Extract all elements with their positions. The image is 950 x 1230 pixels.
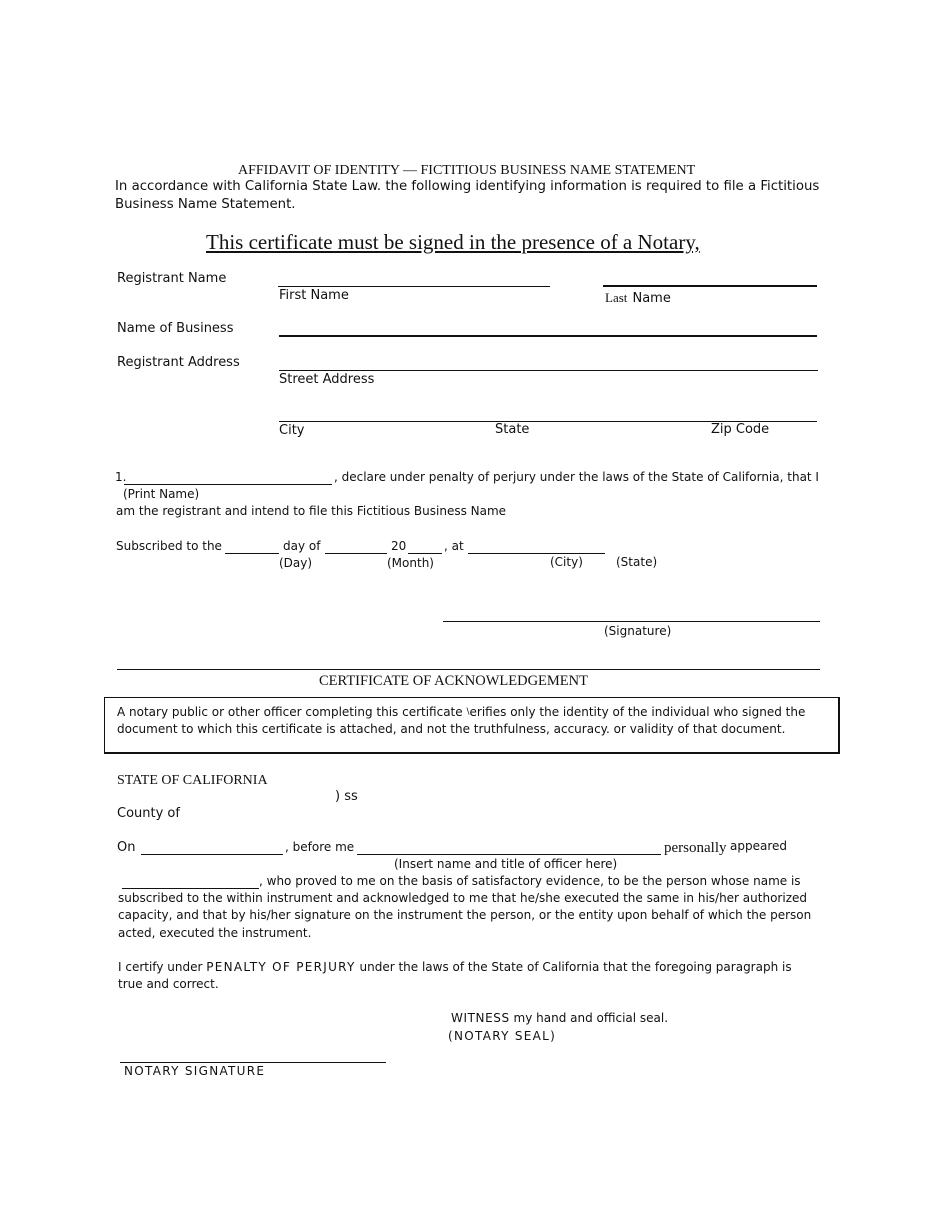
last-name-caption-word: Name [632,291,671,306]
proof-line4: acted, executed the instrument. [118,926,312,940]
proof-line2: subscribed to the within instrument and acknowledged to me that he/she executed the same in his/her authorized [118,891,807,905]
subscribed-label: Subscribed to the [116,539,222,553]
certify-penalty: PENALTY OF PERJURY [206,960,356,974]
witness-rest: my hand and official seal. [509,1011,669,1025]
signature-caption: (Signature) [604,624,672,638]
month-caption: (Month) [387,556,434,570]
certify-line2: true and correct. [118,977,219,991]
before-me-text: , before me [285,840,355,854]
notary-notice-line1-end: erifies only the identity of the individual who signed the [469,705,806,719]
personally-text: personally [664,840,727,856]
notary-notice-mark: \ [466,707,470,717]
on-label: On [117,840,136,855]
city-state-field[interactable] [468,553,605,554]
declaration-text-line2: am the registrant and intend to file this Fictitious Business Name [116,504,507,518]
year-prefix: 20 [391,539,407,553]
business-name-label: Name of Business [117,321,234,336]
notary-notice-line1-start: A notary public or other officer completing this certificate [117,705,463,719]
print-name-field[interactable] [124,484,332,485]
business-name-field[interactable] [279,335,817,337]
witness-line [451,1011,668,1025]
registrant-address-label: Registrant Address [117,355,240,370]
county-of-label: County of [117,806,180,821]
city-caption-paren: (City) [550,555,583,569]
appeared-text: appeared [730,839,787,853]
state-caption: State [495,422,530,437]
at-text: , at [444,539,464,553]
notary-seal-caption: (NOTARY SEAL) [448,1029,557,1043]
declaration-number: 1. [115,470,127,484]
state-of-california: STATE OF CALIFORNIA [117,773,268,788]
notary-notice-line2: document to which this certificate is attached, and not the truthfulness, accuracy. or validity of that document. [117,722,786,736]
last-name-caption-small: Last [605,290,628,305]
zip-code-caption: Zip Code [711,422,770,437]
proof-line1: , who proved to me on the basis of satisfactory evidence, to be the person whose name is [259,874,801,888]
notary-signature-field[interactable] [120,1062,386,1063]
notary-notice: This certificate must be signed in the presence of a Notary, [206,230,700,254]
registrant-name-label: Registrant Name [117,271,227,286]
last-name-caption [605,287,671,306]
day-caption: (Day) [279,556,313,570]
acknowledgement-title: CERTIFICATE OF ACKNOWLEDGEMENT [319,673,588,689]
notary-signature-label: NOTARY SIGNATURE [124,1064,266,1078]
street-address-field[interactable] [279,370,818,371]
officer-caption: (Insert name and title of officer here) [394,857,618,871]
certify-prefix: I certify under [118,960,203,974]
officer-name-field[interactable] [357,854,661,855]
certify-suffix: under the laws of the State of California that the foregoing paragraph is [355,960,792,974]
section-divider [117,669,820,670]
ss-mark: ) ss [335,789,358,804]
declaration-text-line1: , declare under penalty of perjury under the laws of the State of California, that I [334,470,819,484]
city-caption: City [279,423,305,438]
appearing-person-field[interactable] [122,888,259,889]
year-field[interactable] [408,553,442,554]
day-field[interactable] [225,553,279,554]
document-title: AFFIDAVIT OF IDENTITY — FICTITIOUS BUSINESS NAME STATEMENT [238,163,696,178]
acknowledgement-date-field[interactable] [141,854,283,855]
day-of-text: day of [283,539,321,553]
state-caption-paren: (State) [616,555,658,569]
witness-word: WITNESS [451,1011,510,1025]
certify-line1 [118,960,792,974]
month-field[interactable] [325,553,387,554]
street-address-caption: Street Address [279,372,375,387]
intro-paragraph: In accordance with California State Law. the following identifying information is required to file a Fictitious Business Name Statement. [115,179,820,212]
first-name-caption: First Name [279,288,349,303]
print-name-caption: (Print Name) [123,487,200,501]
notary-notice-line1 [117,705,805,719]
proof-line3: capacity, and that by his/her signature on the instrument the person, or the entity upon behalf of which the person [118,908,812,922]
first-name-field[interactable] [278,286,550,287]
registrant-signature-field[interactable] [443,621,820,622]
